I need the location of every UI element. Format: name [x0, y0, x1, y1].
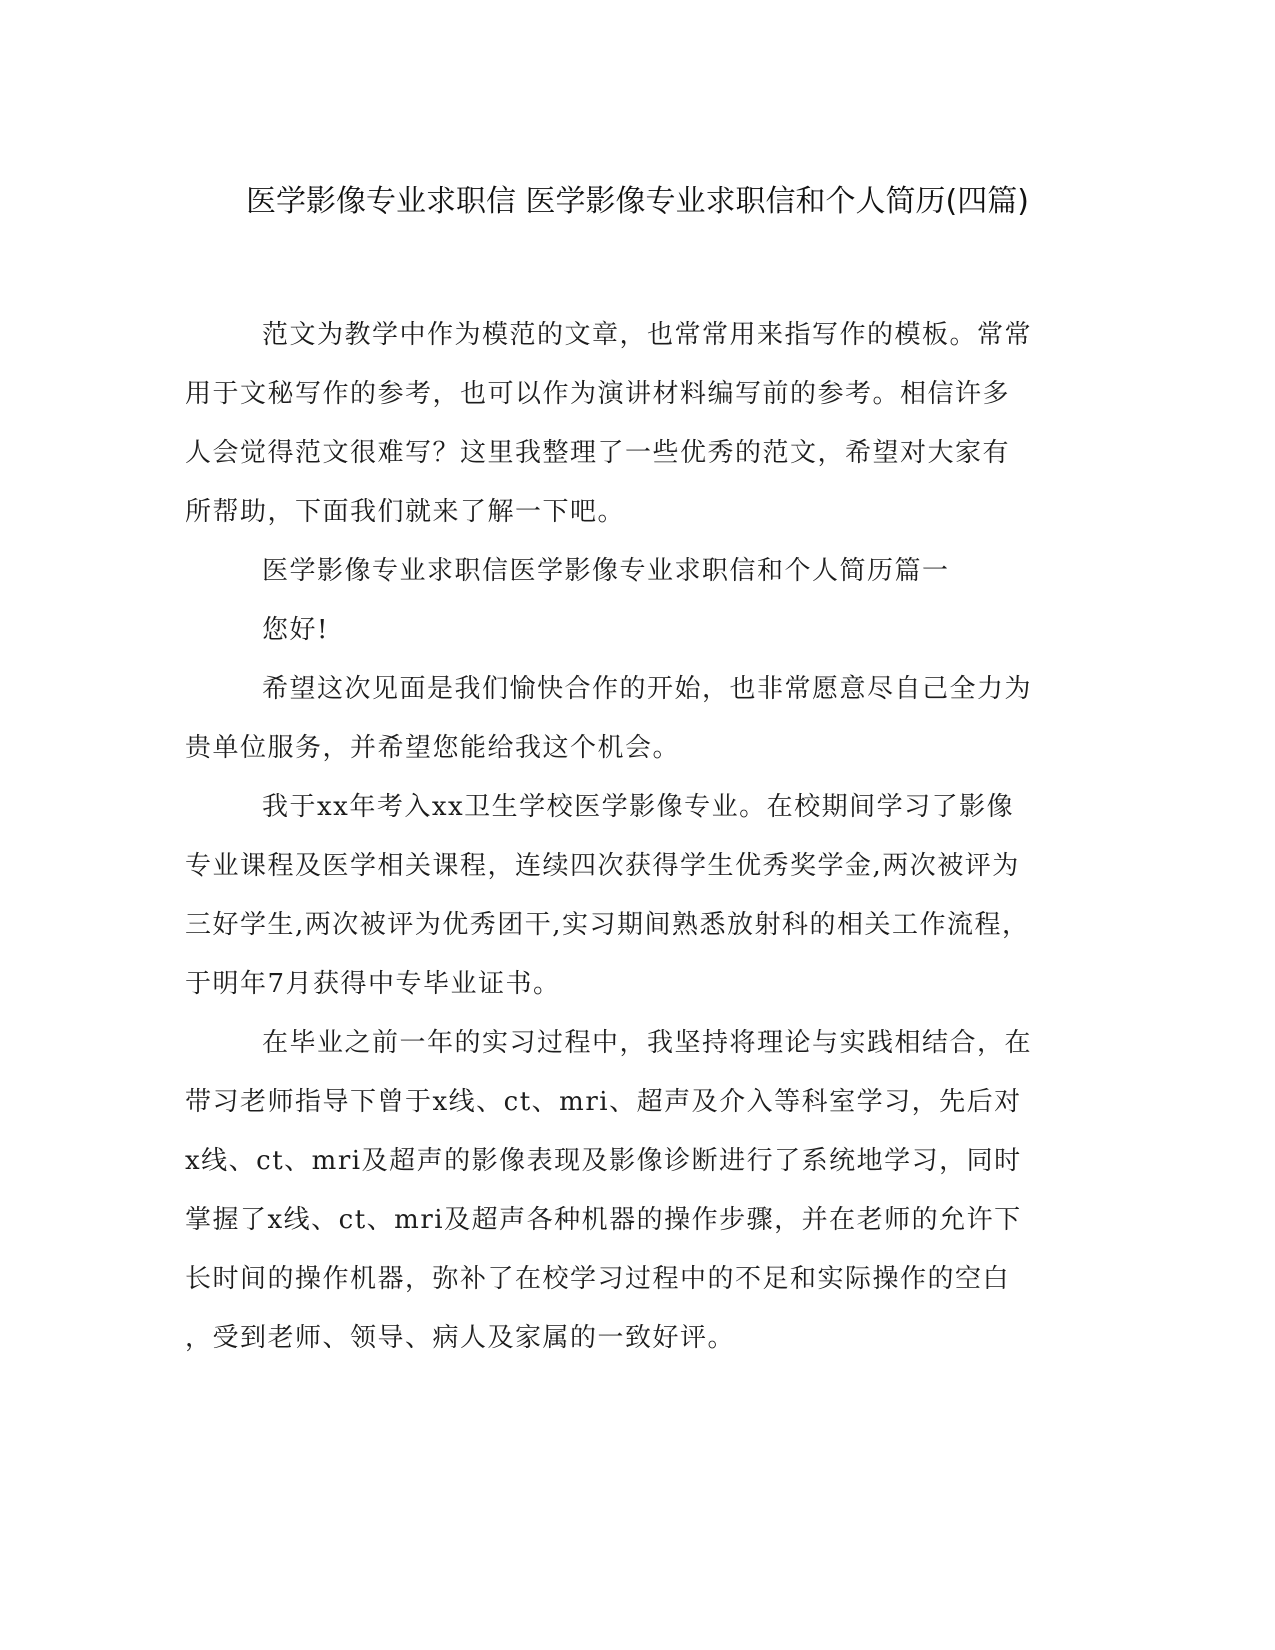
paragraph-line: 带习老师指导下曾于x线、ct、mri、超声及介入等科室学习，先后对	[185, 1087, 1022, 1117]
paragraph-line: 人会觉得范文很难写？这里我整理了一些优秀的范文，希望对大家有	[185, 438, 1011, 468]
paragraph-line: 专业课程及医学相关课程，连续四次获得学生优秀奖学金,两次被评为	[185, 851, 1020, 881]
paragraph-line: 范文为教学中作为模范的文章，也常常用来指写作的模板。常常	[262, 320, 1033, 350]
paragraph-line: 三好学生,两次被评为优秀团干,实习期间熟悉放射科的相关工作流程，	[185, 910, 1030, 940]
paragraph-line: x线、ct、mri及超声的影像表现及影像诊断进行了系统地学习，同时	[185, 1146, 1022, 1176]
paragraph-line: 在毕业之前一年的实习过程中，我坚持将理论与实践相结合，在	[262, 1028, 1033, 1058]
paragraph-line: 所帮助，下面我们就来了解一下吧。	[185, 497, 626, 527]
paragraph-line: ，受到老师、领导、病人及家属的一致好评。	[185, 1323, 736, 1353]
paragraph-line: 掌握了x线、ct、mri及超声各种机器的操作步骤，并在老师的允许下	[185, 1205, 1022, 1235]
paragraph-line: 我于xx年考入xx卫生学校医学影像专业。在校期间学习了影像	[262, 792, 1015, 822]
paragraph-line: 希望这次见面是我们愉快合作的开始，也非常愿意尽自己全力为	[262, 674, 1033, 704]
section-heading: 医学影像专业求职信医学影像专业求职信和个人简历篇一	[262, 556, 950, 586]
paragraph-line: 长时间的操作机器，弥补了在校学习过程中的不足和实际操作的空白	[185, 1264, 1011, 1294]
greeting-line: 您好!	[262, 615, 329, 645]
document-title: 医学影像专业求职信 医学影像专业求职信和个人简历(四篇)	[246, 184, 1029, 219]
paragraph-line: 于明年7月获得中专毕业证书。	[185, 969, 561, 999]
paragraph-line: 贵单位服务，并希望您能给我这个机会。	[185, 733, 681, 763]
paragraph-line: 用于文秘写作的参考，也可以作为演讲材料编写前的参考。相信许多	[185, 379, 1011, 409]
